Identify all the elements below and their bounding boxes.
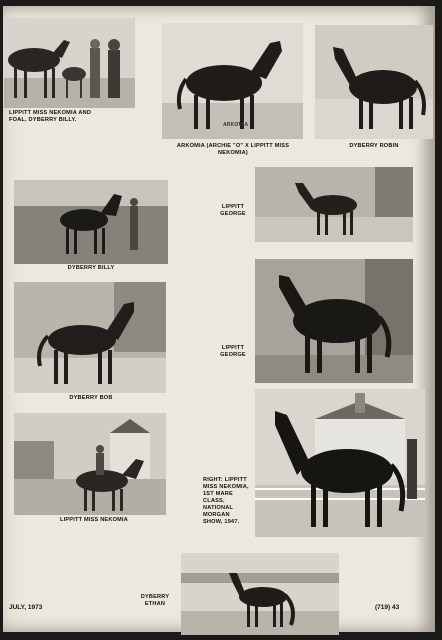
photo-dyberry-billy — [14, 180, 168, 264]
footer-date: JULY, 1973 — [9, 604, 43, 611]
caption-dyberry-billy: DYBERRY BILLY — [67, 265, 115, 271]
caption-dyberry-bob: DYBERRY BOB — [69, 395, 113, 401]
caption-dyberry-ethan: DYBERRY ETHAN — [140, 594, 170, 607]
magazine-page — [3, 6, 435, 632]
photo-dyberry-bob — [14, 282, 166, 393]
caption-mare-and-foal: LIPPITT MISS NEKOMIA AND FOAL, DYBERRY BILLY. — [9, 110, 92, 123]
photo-lippitt-miss-nekomia-show — [255, 389, 425, 537]
caption-lippitt-miss-nekomia-show: RIGHT: LIPPITT MISS NEKOMIA, 1ST MARE CLASS, NATIONAL MORGAN SHOW, 1947. — [203, 477, 249, 525]
photo-dyberry-robin — [315, 25, 433, 139]
photo-lippitt-george-small — [255, 167, 413, 242]
caption-lippitt-george-large: LIPPITT GEORGE — [220, 345, 246, 358]
photo-lippitt-george-large — [255, 259, 413, 383]
footer-page-number: (719) 43 — [375, 604, 400, 611]
photo-mare-and-foal — [4, 18, 135, 108]
photo-sign-arkomia: ARKOMIA — [223, 122, 249, 128]
caption-dyberry-robin: DYBERRY ROBIN — [349, 143, 399, 149]
caption-lippitt-miss-nekomia: LIPPITT MISS NEKOMIA — [59, 517, 129, 523]
photo-dyberry-ethan — [181, 553, 339, 635]
caption-arkomia: ARKOMIA (ARCHIE "O" X LIPPITT MISS NEKOMIA) — [176, 143, 290, 156]
photo-lippitt-miss-nekomia-rider — [14, 413, 166, 515]
caption-lippitt-george-small: LIPPITT GEORGE — [220, 204, 246, 217]
